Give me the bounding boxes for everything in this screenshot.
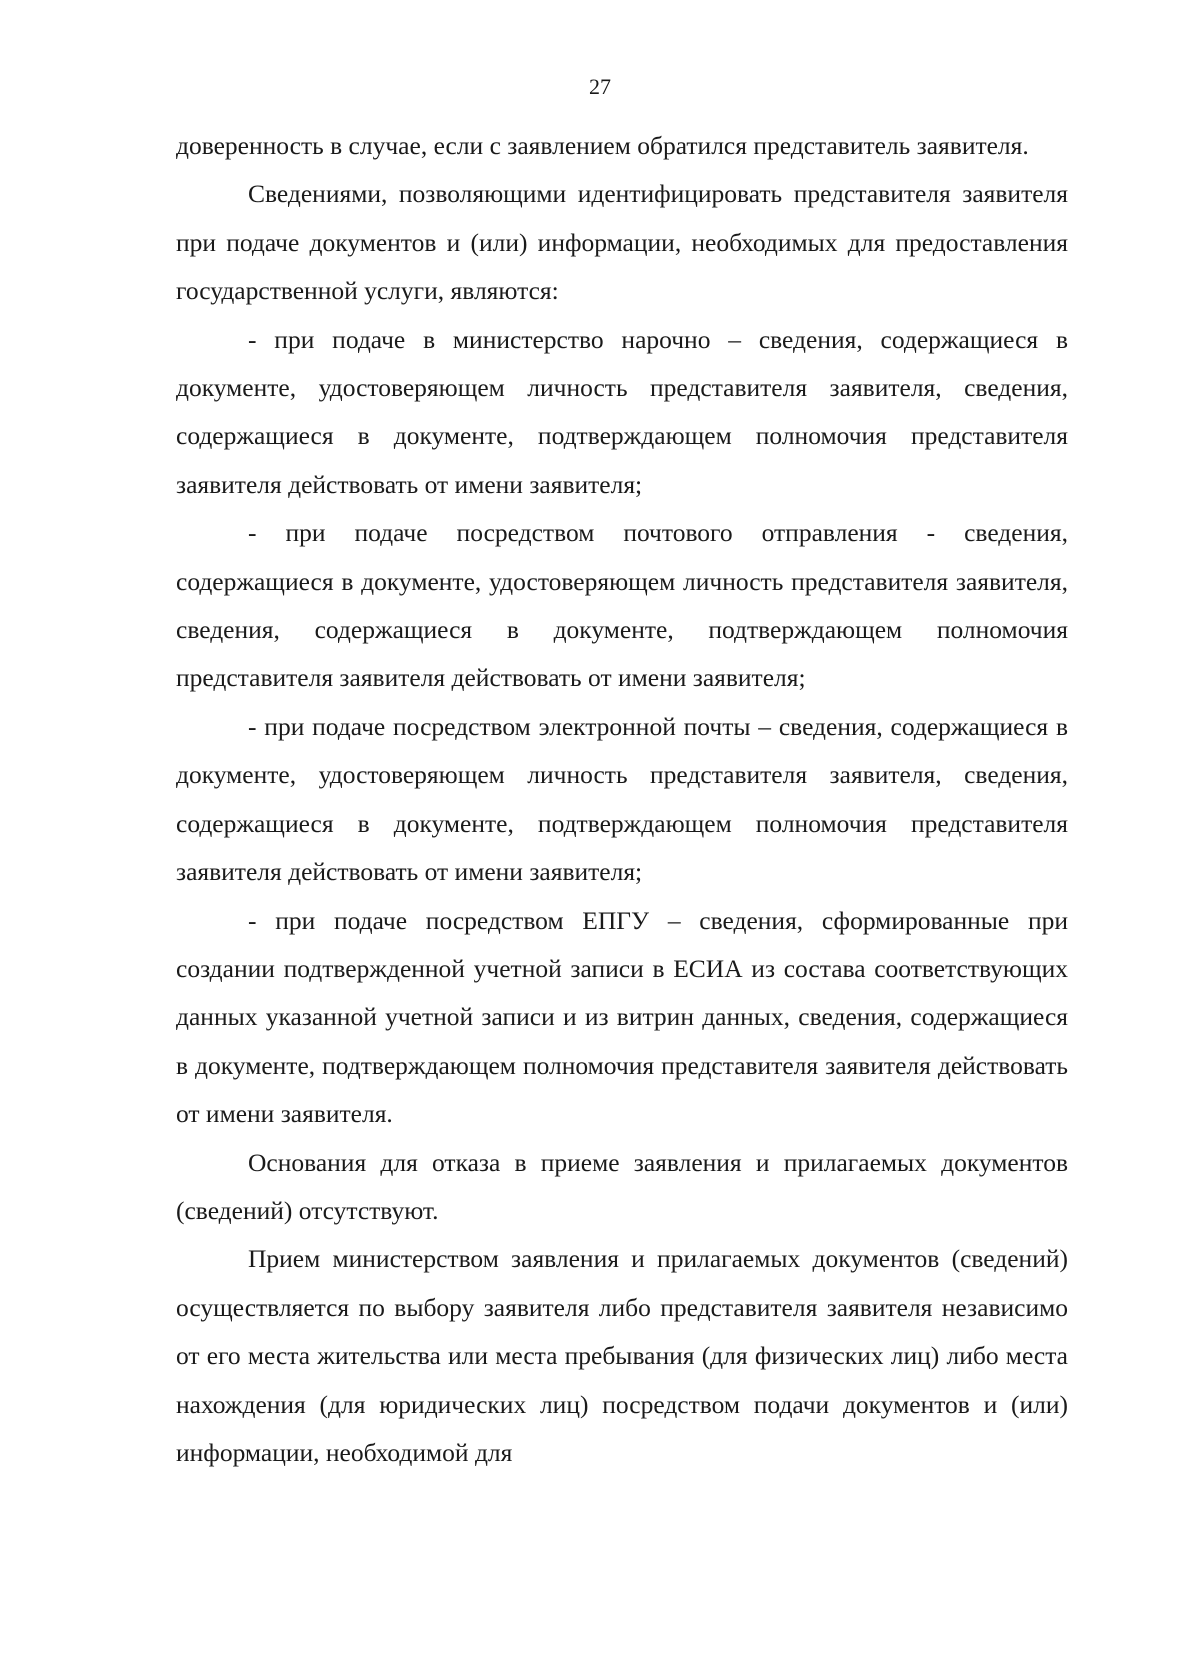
- paragraph-continuation: доверенность в случае, если с заявлением обратился представитель заявителя.: [176, 131, 1029, 160]
- paragraph-acceptance: Прием министерством заявления и прилагаемых документов (сведений) осуществляется по выбору заявителя либо представителя заявителя независимо от его места жительства или места пребывания (для физических лиц) либо места нахождения (для юридических лиц) посредством подачи документов и (или) информации, необходимой для: [176, 1244, 1068, 1467]
- list-item-email: - при подаче посредством электронной почты – сведения, содержащиеся в документе, удостоверяющем личность представителя заявителя, сведения, содержащиеся в документе, подтверждающем полномочия представителя заявителя действовать от имени заявителя;: [176, 711, 1068, 887]
- list-item-postal: - при подаче посредством почтового отправления - сведения, содержащиеся в документе, удостоверяющем личность представителя заявителя, сведения, содержащиеся в документе, подтверждающем полномочия представителя заявителя действовать от имени заявителя;: [176, 518, 1068, 693]
- list-item-epgu: - при подаче посредством ЕПГУ – сведения, сформированные при создании подтвержденной учетной записи в ЕСИА из состава соответствующих данных указанной учетной записи и из витрин данных, сведения, содержащиеся в документе, подтверждающем полномочия представителя заявителя действовать от имени заявителя.: [176, 905, 1068, 1129]
- page-number: 27: [589, 74, 611, 99]
- paragraph-refusal-grounds: Основания для отказа в приеме заявления и прилагаемых документов (сведений) отсутствуют.: [176, 1147, 1068, 1225]
- document-body: [176, 122, 1068, 1477]
- paragraph-identification-info: Сведениями, позволяющими идентифицировать представителя заявителя при подаче документов и (или) информации, необходимых для предоставления государственной услуги, являются:: [176, 179, 1068, 306]
- list-item-in-person: - при подаче в министерство нарочно – сведения, содержащиеся в документе, удостоверяющем личность представителя заявителя, сведения, содержащиеся в документе, подтверждающем полномочия представителя заявителя действовать от имени заявителя;: [176, 324, 1068, 499]
